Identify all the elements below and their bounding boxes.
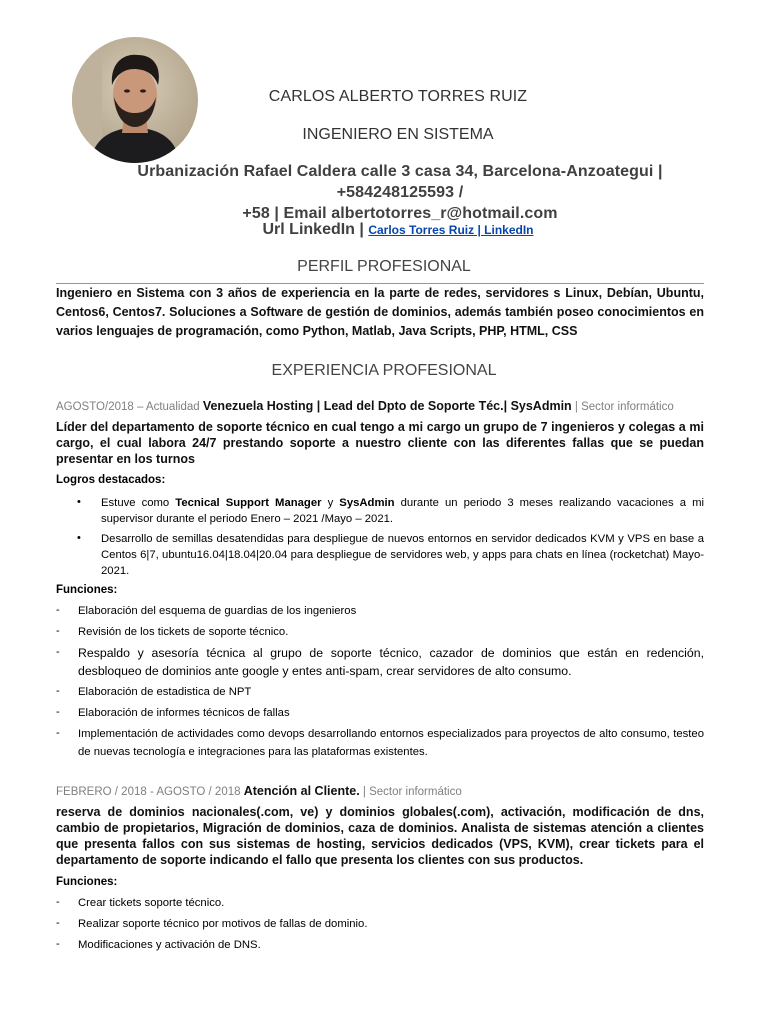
dash-marker: - [56, 727, 60, 739]
dash-marker: - [56, 685, 60, 697]
contact-info [80, 161, 720, 224]
job2-function-2: Realizar soporte técnico por motivos de fallas de dominio. [78, 918, 368, 930]
job1-function-2: Revisión de los tickets de soporte técnico. [78, 626, 289, 638]
dash-marker: - [56, 917, 60, 929]
job1-dates: AGOSTO/2018 – Actualidad [56, 401, 203, 413]
job1-title: Venezuela Hosting | Lead del Dpto de Soporte Téc.| SysAdmin [202, 399, 572, 413]
job2-summary: reserva de dominios nacionales(.com, ve) y dominios globales(.com), activación, modificación de dns, cambio de propietarios, Migración de dominios, caza de dominios. Analista de sistemas atención a clientes que presenta fallos con sus sistemas de hosting, servicios dedicados (VPS, KVM), crear tickets para el departamento de soporte indicando el fallo que presenta los clientes con sus productos. [56, 805, 704, 867]
profile-heading: PERFIL PROFESIONAL [297, 258, 471, 275]
job2-dates: FEBRERO / 2018 - AGOSTO / 2018 [56, 786, 244, 798]
address-line: Urbanización Rafael Caldera calle 3 casa 34, Barcelona-Anzoategui | +584248125593 / [137, 163, 663, 201]
job1-header [56, 399, 716, 413]
job1-achievements-label: Logros destacados: [56, 474, 166, 486]
job1-function-3: Respaldo y asesoría técnica al grupo de soporte técnico, cazador de dominios que están en redención, desbloqueo de dominios ante google y entes anti-spam, crear servidores de alto consumo. [78, 646, 704, 678]
candidate-name: CARLOS ALBERTO TORRES RUIZ [268, 88, 528, 105]
job2-function-1: Crear tickets soporte técnico. [78, 897, 225, 909]
job1-function-6: Implementación de actividades como devops desarrollando entornos especializados para proyectos de alto consumo, testeo de nuevas tecnología e integraciones para las plataformas existentes. [78, 728, 704, 758]
job1-functions-label: Funciones: [56, 584, 118, 596]
dash-marker: - [56, 625, 60, 637]
job1-function-5: Elaboración de informes técnicos de fallas [78, 707, 290, 719]
job1-achievement-2: Desarrollo de semillas desatendidas para despliegue de nuevos entornos en servidor dedicados KVM y VPS en base a Centos 6|7, ubuntu16.04|18.04|20.04 para despliegue de servidores web, y apps para chats en línea (rocketchat) Mayo-2021. [101, 533, 704, 577]
job2-function-3: Modificaciones y activación de DNS. [78, 939, 261, 951]
dash-marker: - [56, 706, 60, 718]
bullet-dot: • [77, 496, 81, 508]
dash-marker: - [56, 646, 60, 658]
linkedin-link[interactable]: Carlos Torres Ruiz | LinkedIn [368, 223, 534, 237]
job2-title: Atención al Cliente. [243, 784, 360, 798]
job2-sector: | Sector informático [359, 786, 462, 798]
job2-header [56, 784, 716, 798]
job1-sector: | Sector informático [571, 401, 674, 413]
candidate-profession: INGENIERO EN SISTEMA [302, 126, 494, 143]
experience-heading: EXPERIENCIA PROFESIONAL [271, 362, 497, 379]
profile-text: Ingeniero en Sistema con 3 años de experiencia en la parte de redes, servidores s Linux, Debían, Ubuntu, Centos6, Centos7. Soluciones a Software de gestión de dominios, además también poseo conocimientos en varios lenguajes de programación, como Python, Matlab, Java Scripts, PHP, HTML, CSS [56, 286, 704, 338]
job1-achievement-1: Estuve como Tecnical Support Manager y SysAdmin durante un periodo 3 meses realizando vacaciones a mi supervisor durante el periodo Enero – 2021 /Mayo – 2021. [101, 497, 704, 525]
bullet-dot: • [77, 532, 81, 544]
job2-functions-label: Funciones: [56, 876, 118, 888]
dash-marker: - [56, 896, 60, 908]
dash-marker: - [56, 604, 60, 616]
email-line: +58 | Email albertotorres_r@hotmail.com [242, 205, 558, 222]
linkedin-row [14, 221, 768, 239]
job1-function-4: Elaboración de estadistica de NPT [78, 686, 252, 698]
job1-summary: Líder del departamento de soporte técnico en cual tengo a mi cargo un grupo de 7 ingenieros y colegas a mi cargo, el cual labora 24/7 prestando soporte a nuestro cliente con las diferentes fallas que se puedan presentar en los turnos [56, 420, 704, 466]
linkedin-label: Url LinkedIn | [262, 221, 369, 238]
job1-function-1: Elaboración del esquema de guardias de los ingenieros [78, 605, 357, 617]
dash-marker: - [56, 938, 60, 950]
